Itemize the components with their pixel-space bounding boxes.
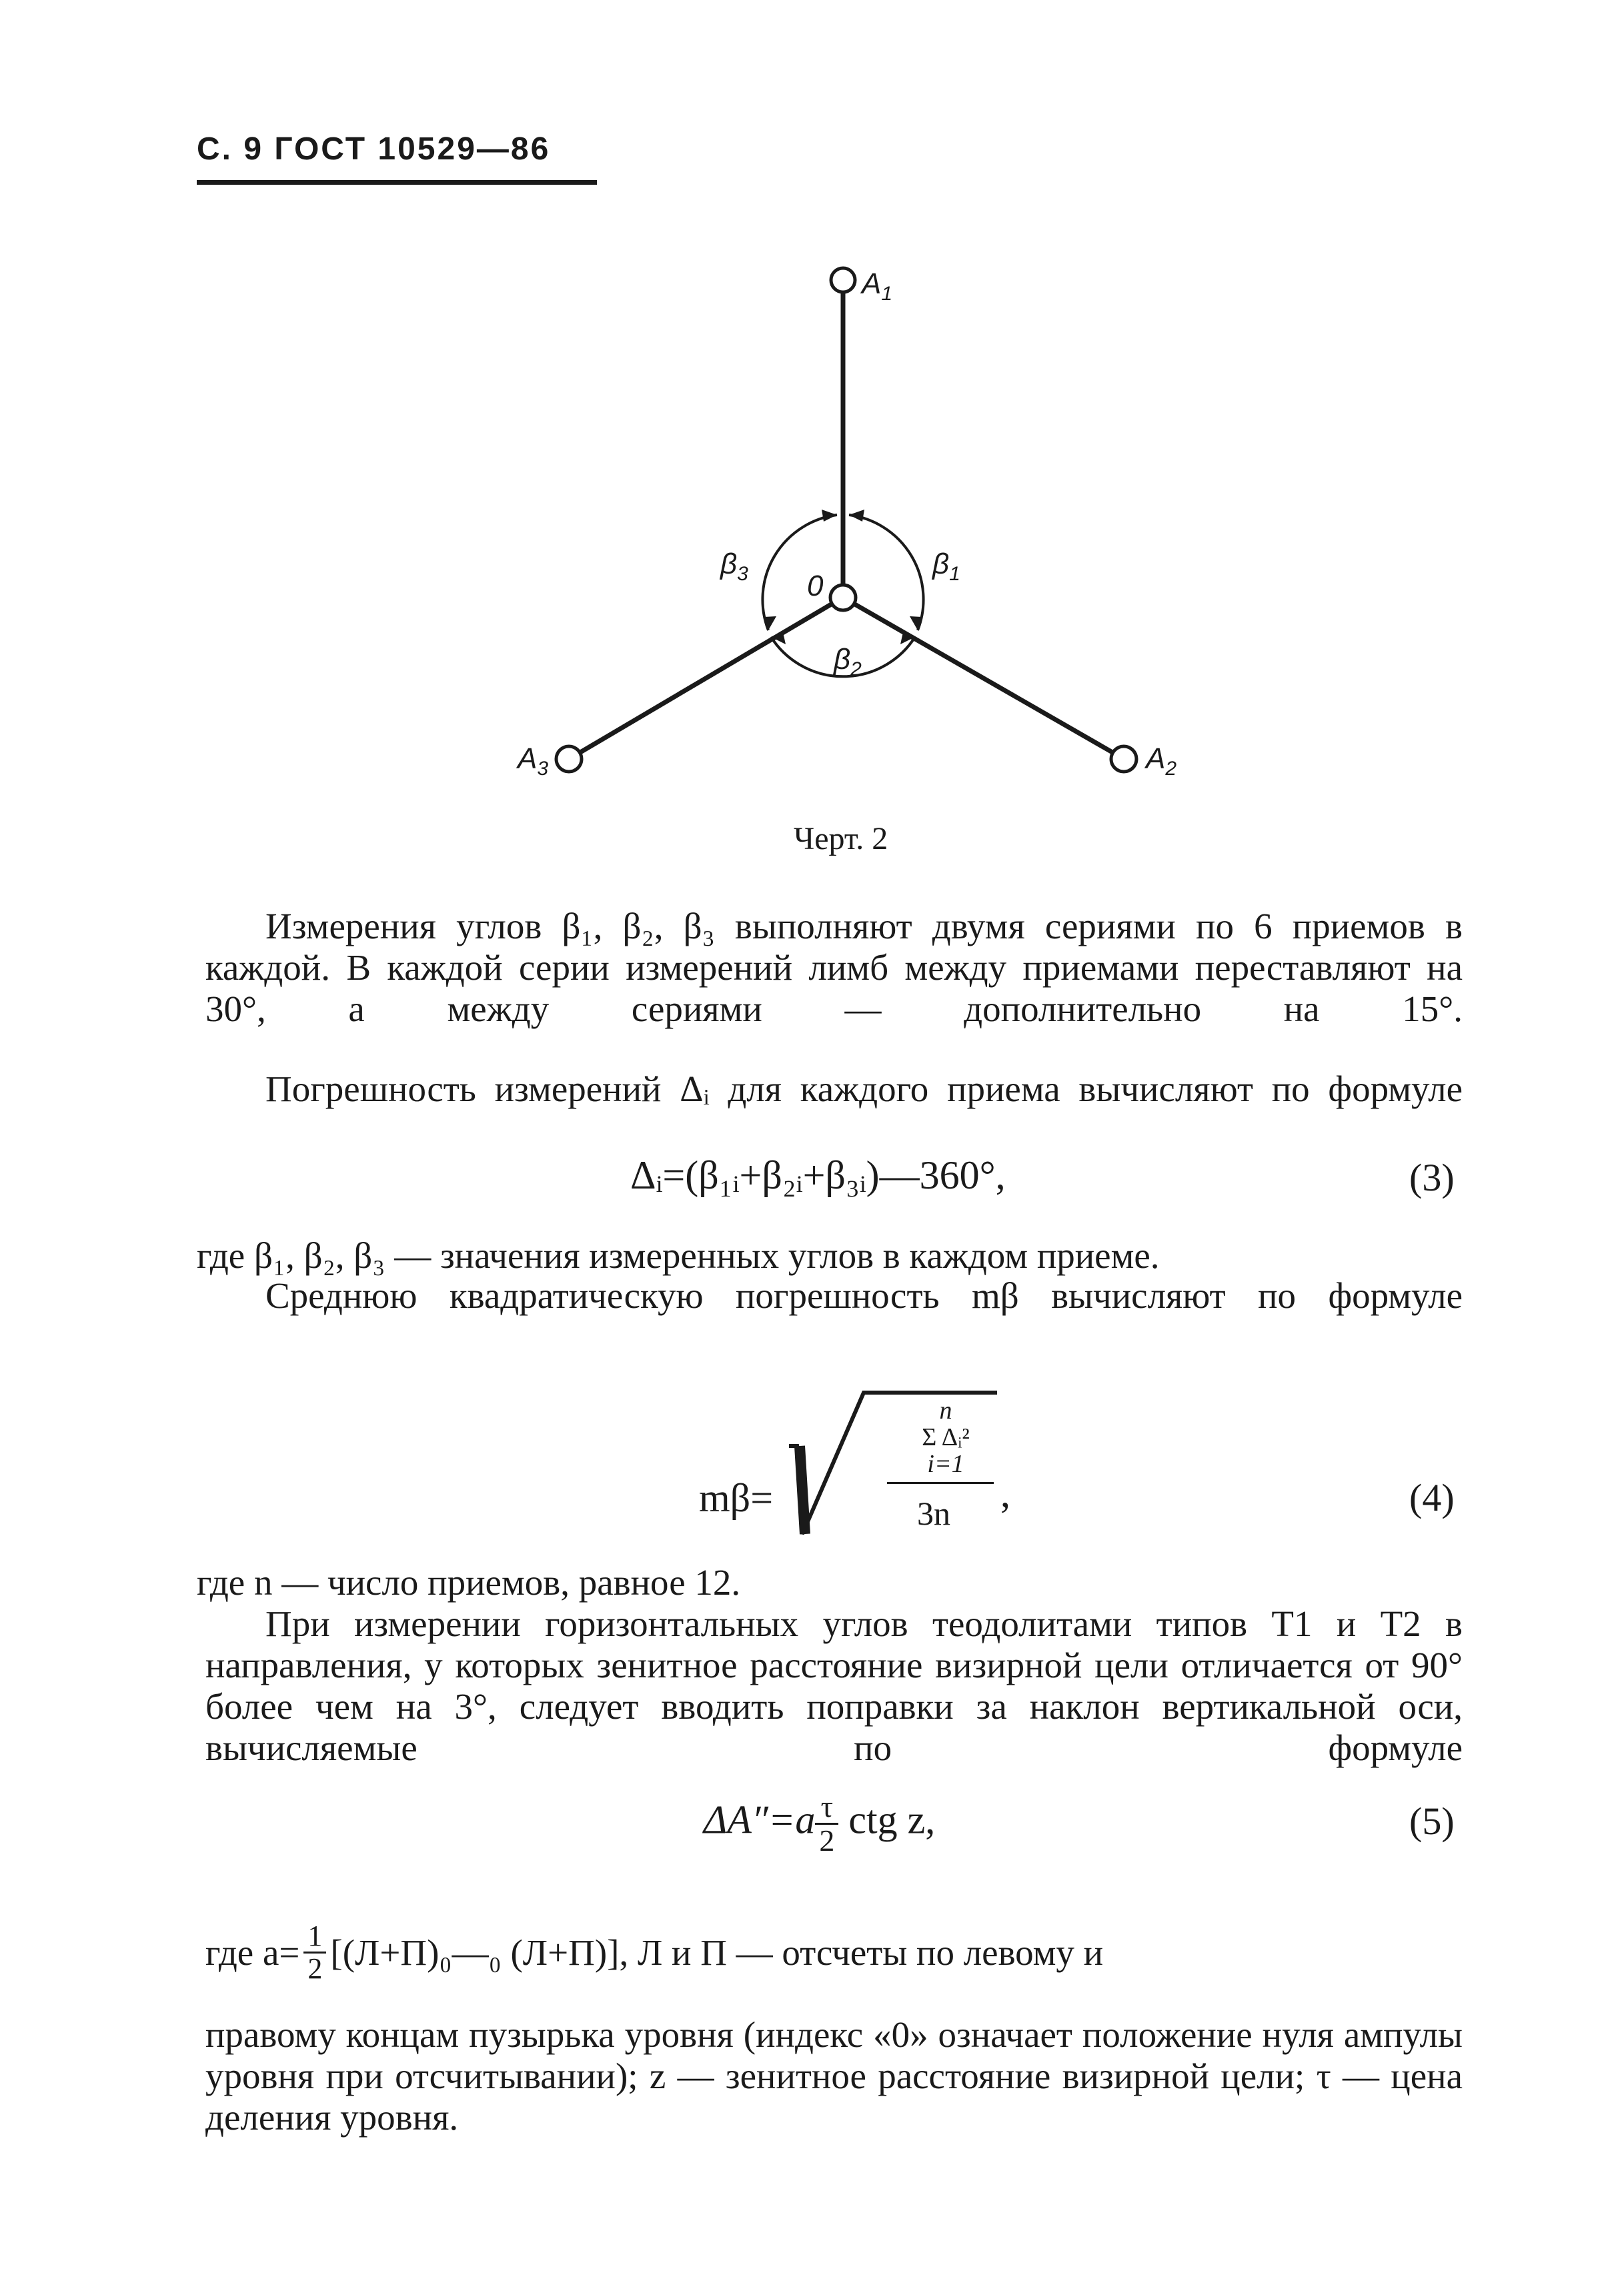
label-a2: $A_2$ [1146,742,1177,780]
equation-4-number: (4) [1409,1476,1455,1519]
point-a1 [831,268,855,292]
ray-a2 [854,604,1112,752]
label-a1: $A_1$ [862,267,893,305]
paragraph-2: Погрешность измерений Δᵢ для каждого приема вычисляют по формуле [265,1068,1463,1109]
arc-beta1 [849,515,924,630]
label-beta1: $\beta_1$ [932,548,960,585]
paragraph-1: Измерения углов β₁, β₂, β₃ выполняют двумя сериями по 6 приемов в каждой. В каждой серии измерений лимб между приемами переставляют на 30°, а между сериями — дополнительно на 15°. [205,906,1463,1029]
figure-caption: Черт. 2 [794,821,888,856]
page-header: С. 9 ГОСТ 10529—86 [197,131,551,167]
paragraph-3: где β₁, β₂, β₃ — значения измеренных углов в каждом приеме. [197,1235,1160,1276]
arrow-icon [849,510,864,522]
label-a3: $A_3$ [518,742,549,780]
ray-a3 [580,604,832,752]
label-beta3: $\beta_3$ [720,548,748,585]
equation-4-denominator: 3n [917,1495,950,1532]
arc-beta3 [762,515,837,630]
label-center: 0 [807,570,824,602]
paragraph-5: где n — число приемов, равное 12. [197,1562,741,1603]
point-a3 [556,746,582,772]
paragraph-4: Среднюю квадратическую погрешность mβ вычисляют по формуле [265,1275,1463,1316]
equation-4-lhs: mβ= [699,1476,774,1520]
point-a2 [1111,746,1136,772]
equation-3-number: (3) [1409,1156,1455,1199]
fraction-bar [887,1482,994,1484]
sum-expression: n Σ Δᵢ² i=1 [922,1397,970,1478]
equation-5-number: (5) [1409,1799,1455,1843]
paragraph-7-line-1: где a= $\frac{1}{2}$ [(Л+П)₀—₀ (Л+П)], Л и П — отсчеты по левому и [205,1920,1104,1986]
paragraph-7: правому концам пузырька уровня (индекс «0» означает положение нуля ампулы уровня при отсчитывании); z — зенитное расстояние визирной цели; τ — цена деления уровня. [205,2014,1463,2138]
figure-diagram [0,0,1624,800]
equation-4-comma: , [1000,1471,1010,1515]
arrow-icon [822,510,837,522]
point-center [830,585,856,610]
paragraph-6: При измерении горизонтальных углов теодолитами типов T1 и T2 в направления, у которых зенитное расстояние визирной цели отличается от 90° более чем на 3°, следует вводить поправки за наклон вертикальной оси, вычисляемые по формуле [205,1603,1463,1768]
equation-3: Δᵢ=(β₁ᵢ+β₂ᵢ+β₃ᵢ)—360°, [630,1153,1006,1197]
equation-5: ΔA″=a $\frac{\tau}{2}$ ctg z, [704,1789,936,1858]
label-beta2: $\beta_2$ [834,643,862,680]
